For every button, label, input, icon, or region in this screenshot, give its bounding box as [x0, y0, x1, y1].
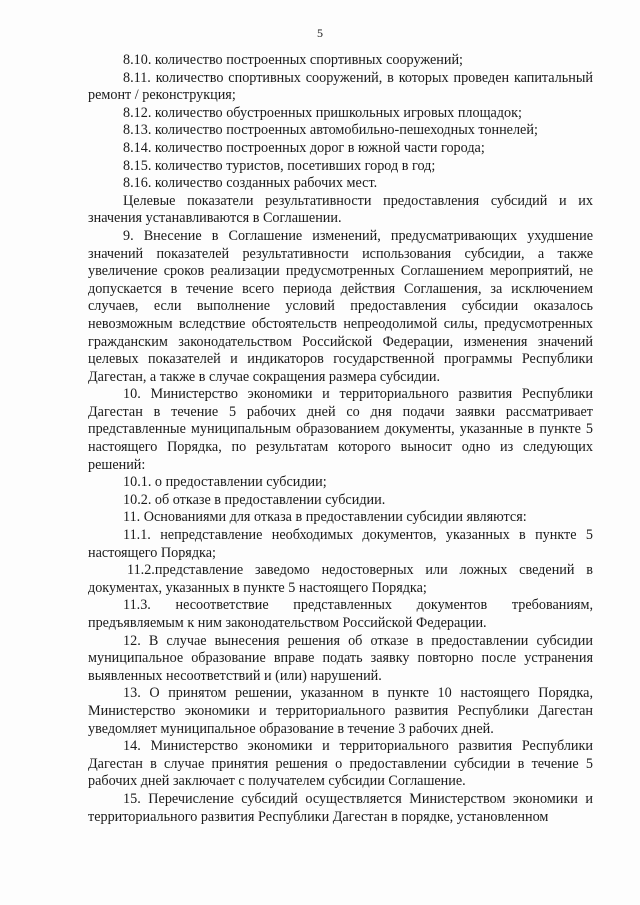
paragraph-12: 12. В случае вынесения решения об отказе в предоставлении субсидии муниципальное образование вправе подать заявку повторно после устранения выявленных несоответствий и (или) нарушений. — [88, 632, 593, 684]
paragraph-9: 9. Внесение в Соглашение изменений, предусматривающих ухудшение значений показателей результативности использования субсидии, а также увеличение сроков реализации предусмотренных Соглашением мероприятий, не допускается в течение всего периода действия Соглашения, за исключением случаев, если выполнение условий предоставления субсидии оказалось невозможным вследствие обстоятельств непреодолимой силы, предусмотренных гражданским законодательством Российской Федерации, изменения значений целевых показателей и индикаторов государственной программы Республики Дагестан, а также в случае сокращения размера субсидии. — [88, 227, 593, 385]
paragraph-8-16: 8.16. количество созданных рабочих мест. — [123, 175, 378, 192]
paragraph-14: 14. Министерство экономики и территориального развития Республики Дагестан в случае принятия решения о предоставлении субсидии в течение 5 рабочих дней заключает с получателем субсидии Соглашение. — [88, 738, 593, 790]
paragraph-15: 15. Перечисление субсидий осуществляется Министерством экономики и территориального развития Республики Дагестан в порядке, установленном — [88, 790, 593, 825]
paragraph-8-15: 8.15. количество туристов, посетивших город в год; — [123, 157, 436, 174]
paragraph-11-1: 11.1. непредставление необходимых документов, указанных в пункте 5 настоящего Порядка; — [88, 527, 593, 561]
paragraph-10: 10. Министерство экономики и территориального развития Республики Дагестан в течение 5 рабочих дней со дня подачи заявки рассматривает представленные муниципальным образованием документы, указанные в пункте 5 настоящего Порядка, по результатам которого выносит одно из следующих решений: — [88, 386, 593, 473]
paragraph-10-2: 10.2. об отказе в предоставлении субсидии. — [123, 491, 386, 508]
page-number: 5 — [317, 26, 323, 40]
paragraph-8-12: 8.12. количество обустроенных пришкольных игровых площадок; — [123, 104, 522, 121]
paragraph-11-3: 11.3. несоответствие представленных документов требованиям, предъявляемым к ним законодательством Российской Федерации. — [88, 597, 593, 631]
paragraph-10-1: 10.1. о предоставлении субсидии; — [123, 474, 327, 491]
paragraph-13: 13. О принятом решении, указанном в пункте 10 настоящего Порядка, Министерство экономики и территориального развития Республики Дагестан уведомляет муниципальное образование в течение 3 рабочих дней. — [88, 685, 593, 737]
paragraph-8-11: 8.11. количество спортивных сооружений, в которых проведен капитальный ремонт / реконструкция; — [88, 69, 593, 104]
paragraph-11-2: 11.2.представление заведомо недостоверных или ложных сведений в документах, указанных в пункте 5 настоящего Порядка; — [88, 562, 593, 596]
paragraph-8-13: 8.13. количество построенных автомобильно-пешеходных тоннелей; — [123, 122, 538, 139]
paragraph-target-indicators: Целевые показатели результативности предоставления субсидий и их значения устанавливаются в Соглашении. — [88, 192, 593, 227]
document-body — [88, 52, 593, 826]
paragraph-11: 11. Основаниями для отказа в предоставлении субсидии являются: — [123, 509, 527, 526]
paragraph-8-10: 8.10. количество построенных спортивных сооружений; — [123, 52, 464, 68]
paragraph-8-14: 8.14. количество построенных дорог в южной части города; — [123, 139, 485, 156]
